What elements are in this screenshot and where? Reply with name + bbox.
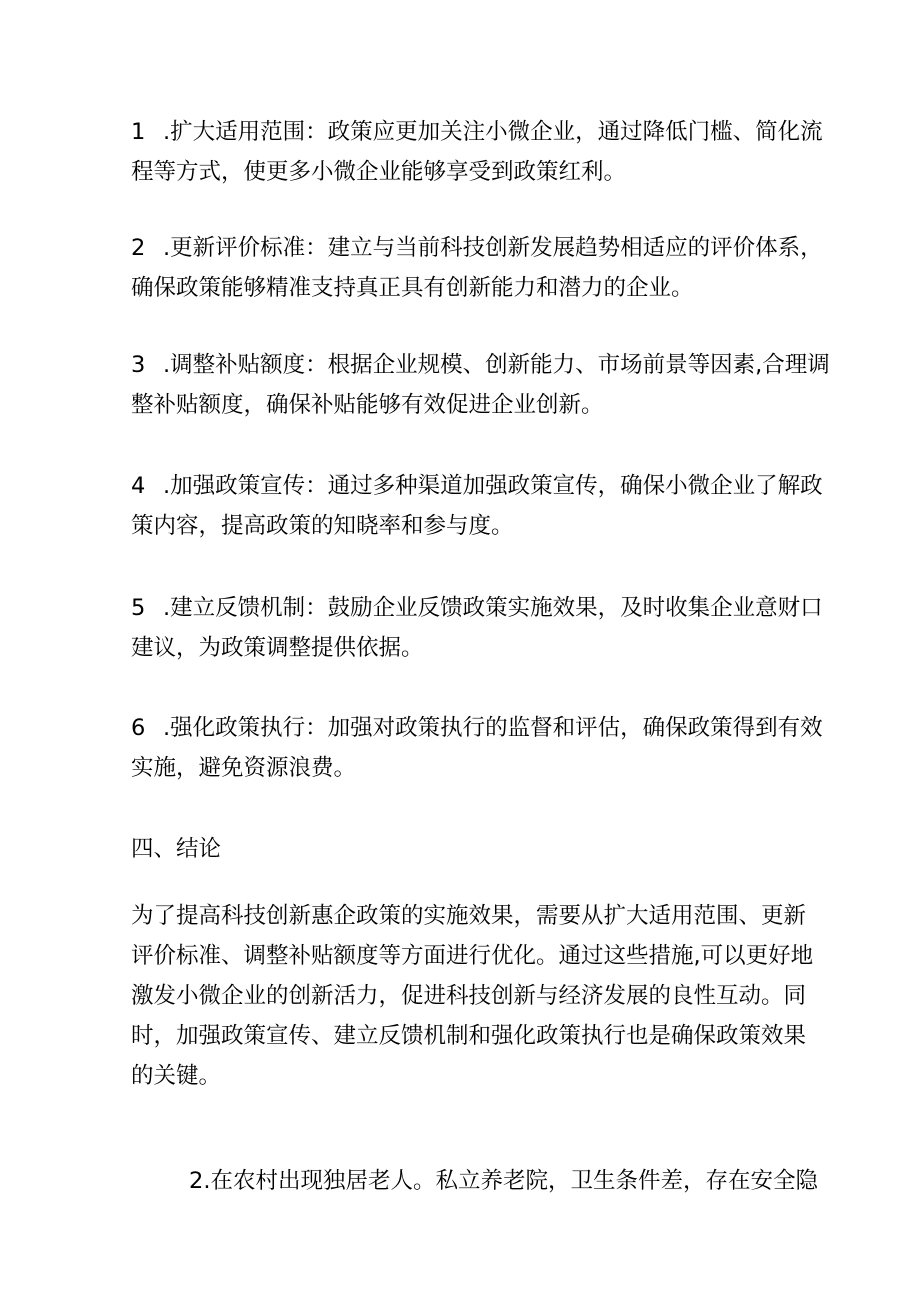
list-item-line bbox=[131, 708, 823, 748]
list-item-text: .调整补贴额度：根据企业规模、创新能力、市场前景等因素,合理调 bbox=[163, 352, 830, 378]
list-item bbox=[131, 228, 823, 308]
paragraph-line: 2.在农村出现独居老人。私立养老院，卫生条件差，存在安全隐 bbox=[189, 1168, 818, 1194]
list-item-text: .建立反馈机制：鼓励企业反馈政策实施效果，及时收集企业意财口 bbox=[163, 595, 823, 621]
list-item-line: 策内容，提高政策的知晓率和参与度。 bbox=[131, 513, 514, 539]
paragraph-line: 评价标准、调整补贴额度等方面进行优化。通过这些措施,可以更好地 bbox=[131, 943, 814, 969]
section-heading-text: 四、结论 bbox=[131, 836, 222, 862]
paragraph-line: 激发小微企业的创新活力，促进科技创新与经济发展的良性互动。同 bbox=[131, 983, 807, 1009]
list-item-number: 3 bbox=[131, 352, 146, 378]
list-item bbox=[131, 466, 823, 546]
paragraph-line: 时，加强政策宣传、建立反馈机制和强化政策执行也是确保政策效果 bbox=[131, 1023, 807, 1049]
paragraph-line: 的关键。 bbox=[131, 1063, 222, 1089]
list-item-number: 4 bbox=[131, 473, 146, 499]
list-item-line: 程等方式，使更多小微企业能够享受到政策红利。 bbox=[131, 159, 627, 185]
list-item bbox=[131, 345, 830, 425]
list-item-line: 实施，避免资源浪费。 bbox=[131, 755, 357, 781]
list-item-text: .扩大适用范围：政策应更加关注小微企业，通过降低门槛、简化流 bbox=[163, 119, 823, 145]
next-item-paragraph bbox=[131, 1161, 818, 1201]
list-item-line bbox=[131, 588, 823, 628]
list-item-line: 建议，为政策调整提供依据。 bbox=[131, 635, 424, 661]
list-item-text: .加强政策宣传：通过多种渠道加强政策宣传，确保小微企业了解政 bbox=[163, 473, 823, 499]
list-item-number: 6 bbox=[131, 715, 146, 741]
list-item bbox=[131, 112, 823, 192]
list-item-text: .强化政策执行：加强对政策执行的监督和评估，确保政策得到有效 bbox=[163, 715, 823, 741]
list-item bbox=[131, 588, 823, 668]
list-item-line: 整补贴额度，确保补贴能够有效促进企业创新。 bbox=[131, 392, 604, 418]
list-item-text: .更新评价标准：建立与当前科技创新发展趋势相适应的评价体系， bbox=[163, 235, 823, 261]
list-item-number: 1 bbox=[131, 119, 146, 145]
conclusion-paragraph bbox=[131, 896, 814, 1096]
list-item-line bbox=[131, 345, 830, 385]
list-item-line bbox=[131, 112, 823, 152]
section-heading bbox=[131, 829, 801, 869]
list-item bbox=[131, 708, 823, 788]
list-item-line bbox=[131, 228, 823, 268]
paragraph-line: 为了提高科技创新惠企政策的实施效果，需要从扩大适用范围、更新 bbox=[131, 903, 807, 929]
list-item-line: 确保政策能够精准支持真正具有创新能力和潜力的企业。 bbox=[131, 275, 694, 301]
list-item-line bbox=[131, 466, 823, 506]
list-item-number: 2 bbox=[131, 235, 146, 261]
list-item-number: 5 bbox=[131, 595, 146, 621]
